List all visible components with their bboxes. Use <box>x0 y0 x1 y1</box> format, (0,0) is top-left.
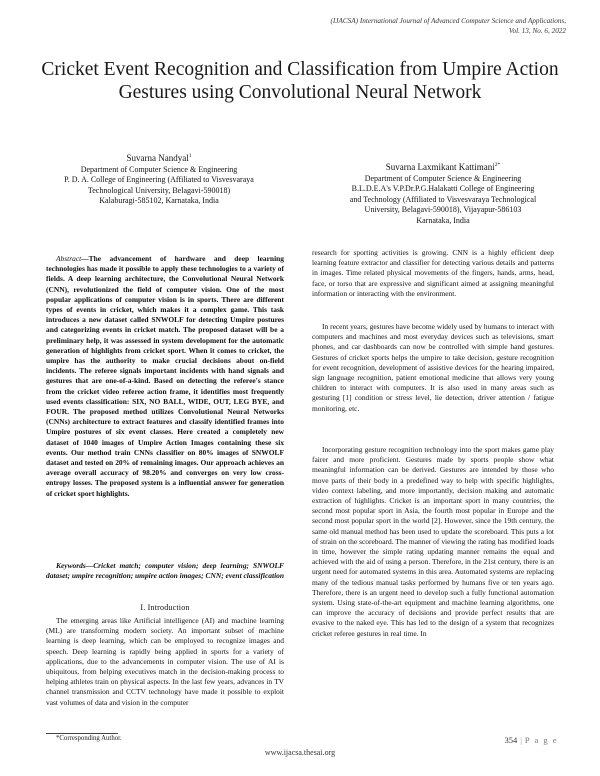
author-affiliation-line: B.L.D.E.A's V.P.Dr.P.G.Halakatti College of Engineering <box>351 184 535 194</box>
author-block-1 <box>34 153 284 207</box>
author-affiliation-line: Kalaburagi-585102, Karnataka, India <box>99 196 219 206</box>
author-block-2 <box>318 162 568 227</box>
author-sup-1: 1 <box>188 153 192 159</box>
page-word: P a g e <box>524 735 558 745</box>
page-number <box>504 735 558 745</box>
author-affiliation-line: P. D. A. College of Engineering (Affiliated to Visvesvaraya <box>64 175 254 185</box>
right-paragraph-2: In recent years, gestures have become widely used by humans to interact with computers and machines and most everyday devices such as televisions, smart phones, and car dashboards can now be controlled with simple hand gestures. Gestures of cricket sports helps the umpire to take decision, gesture recognition for event recognition, development of assistive devices for the hearing impaired, sign language recognition, patient emotional medicine that allows very young children to interact with computers. It is also used in many areas such as gesturing [1] condition or stress level, lie detection, driver attention / fatigue monitoring, etc. <box>312 322 554 413</box>
abstract-text: —The advancement of hardware and deep learning technologies has made it possible to apply these technologies to a variety of fields. A deep learning architecture, the Convolutional Neural Network (CNN), revolutionized the field of computer vision. One of the most popular applications of computer vision is in sports. There are different types of events in cricket, which makes it a complex game. This task introduces a new dataset called SNWOLF for detecting Umpire postures and categorizing events in cricket match. The proposed dataset will be a preliminary help, it was assessed in system development for the automatic generation of highlights from cricket sport. When it comes to cricket, the umpire has the authority to make crucial decisions about on-field incidents. The referee signals important incidents with hand signals and gestures that are one-of-a-kind. Based on detecting the referee's stance from the cricket video referee action frame, it identifies most frequently used events classification: SIX, NO BALL, WIDE, OUT, LEG BYE, and FOUR. The proposed method utilizes Convolutional Neural Networks (CNNs) architecture to extract features and classify identified frames into Umpire postures of six event classes. Here created a completely new dataset of 1040 images of Umpire Action Images containing these six events. Our method train CNNs classifier on 80% images of SNWOLF dataset and tested on 20% of remaining images. Our approach achieves an average overall accuracy of 98.20% and converges on very low cross-entropy losses. The proposed system is a influential answer for generation of cricket sport highlights. <box>46 254 284 498</box>
author-affiliation-line: University, Belagavi-590018), Vijayapur-586103 <box>364 205 522 215</box>
right-paragraph-3: Incorporating gesture recognition technology into the sport makes game play fairer and more proficient. Gestures made by sports people show what meaningful information can be derived. Gestures are intended by those who move parts of their body in a predefined way to help with specific highlights, video context labeling, and more importantly, decision making and automatic extraction of highlights. Cricket is an important sport in many countries, the second most popular sport in Asia, the fourth most popular in Europe and the second most popular sport in the world [2]. However, since the 19th century, the same old manual method has been used to update the scoreboard. This puts a lot of strain on the scoreboard. The manner of viewing the rating has modified loads in time, however the simple rating updating manner remains the equal and achieved with the aid of using a person. Therefore, in the 21st century, there is an urgent need for automated systems in this area. Automated systems are replacing many of the tedious manual tasks performed by humans five or ten years ago. Therefore, there is an urgent need to develop such a fully functional automation system. Using state-of-the-art equipment and machine learning algorithms, one can improve the accuracy of decisions and provide perfect results that are evasive to the naked eye. This has led to the design of a system that recognizes cricket referee gestures in real time. In <box>312 445 554 638</box>
journal-header <box>331 16 566 36</box>
page-number-value: 354 <box>504 735 518 745</box>
paper-title: Cricket Event Recognition and Classification from Umpire Action Gestures using Convolutional Neural Network <box>41 59 559 103</box>
page-separator: | <box>520 735 522 745</box>
footnote-divider <box>46 733 118 734</box>
keywords: Keywords—Cricket match; computer vision; deep learning; SNWOLF dataset; umpire recognition; umpire action images; CNN; event classification <box>46 561 284 581</box>
author-affiliation-line: and Technology (Affiliated to Visvesvaraya Technological <box>349 194 537 204</box>
footnote: *Corresponding Author. <box>56 735 122 742</box>
author-affiliation-line: Technological University, Belagavi-590018) <box>87 185 231 195</box>
author-affiliation-line: Department of Computer Science & Engineering <box>80 164 238 174</box>
footer-url[interactable]: www.ijacsa.thesai.org <box>264 748 336 757</box>
author-name-2: Suvarna Laxmikant Kattimani$^{2*}$ <box>385 162 501 172</box>
introduction-paragraph: The emerging areas like Artificial intelligence (AI) and machine learning (ML) are transforming modern society. An important subset of machine learning is deep learning, which can be employed to recognize images and speech. Deep learning is rapidly being applied in sports for a variety of applications, due to the advancements in computer vision. The use of AI is ubiquitous, from helping executives match in the decision-making process to helping athletes train on physical aspects. In the last few years, advances in TV channel transmission and CCTV technology have made it possible to exploit vast volumes of data and vision in the computer <box>46 616 284 707</box>
author-affiliation-line: Department of Computer Science & Engineering <box>364 173 522 183</box>
author-name-1: Suvarna Nandyal$^1$ <box>126 153 192 163</box>
abstract <box>46 254 284 499</box>
author-sup-2: 2* <box>494 162 501 168</box>
right-paragraph-1: research for sporting activities is growing. CNN is a highly efficient deep learning feature extractor and classifier for detecting various details and patterns in images. Time related physical movements of the fingers, hands, arms, head, face, or torso that are expressive and significant aimed at assigning meaningful information or interacting with the environment. <box>312 248 554 298</box>
author-affiliation-line: Karnataka, India <box>416 215 470 225</box>
section-heading-introduction: I. Introduction <box>140 603 190 612</box>
journal-line-1: (IJACSA) International Journal of Advanced Computer Science and Applications, <box>330 17 566 25</box>
journal-line-2: Vol. 13, No. 6, 2022 <box>508 27 566 35</box>
abstract-label: Abstract <box>56 254 82 263</box>
